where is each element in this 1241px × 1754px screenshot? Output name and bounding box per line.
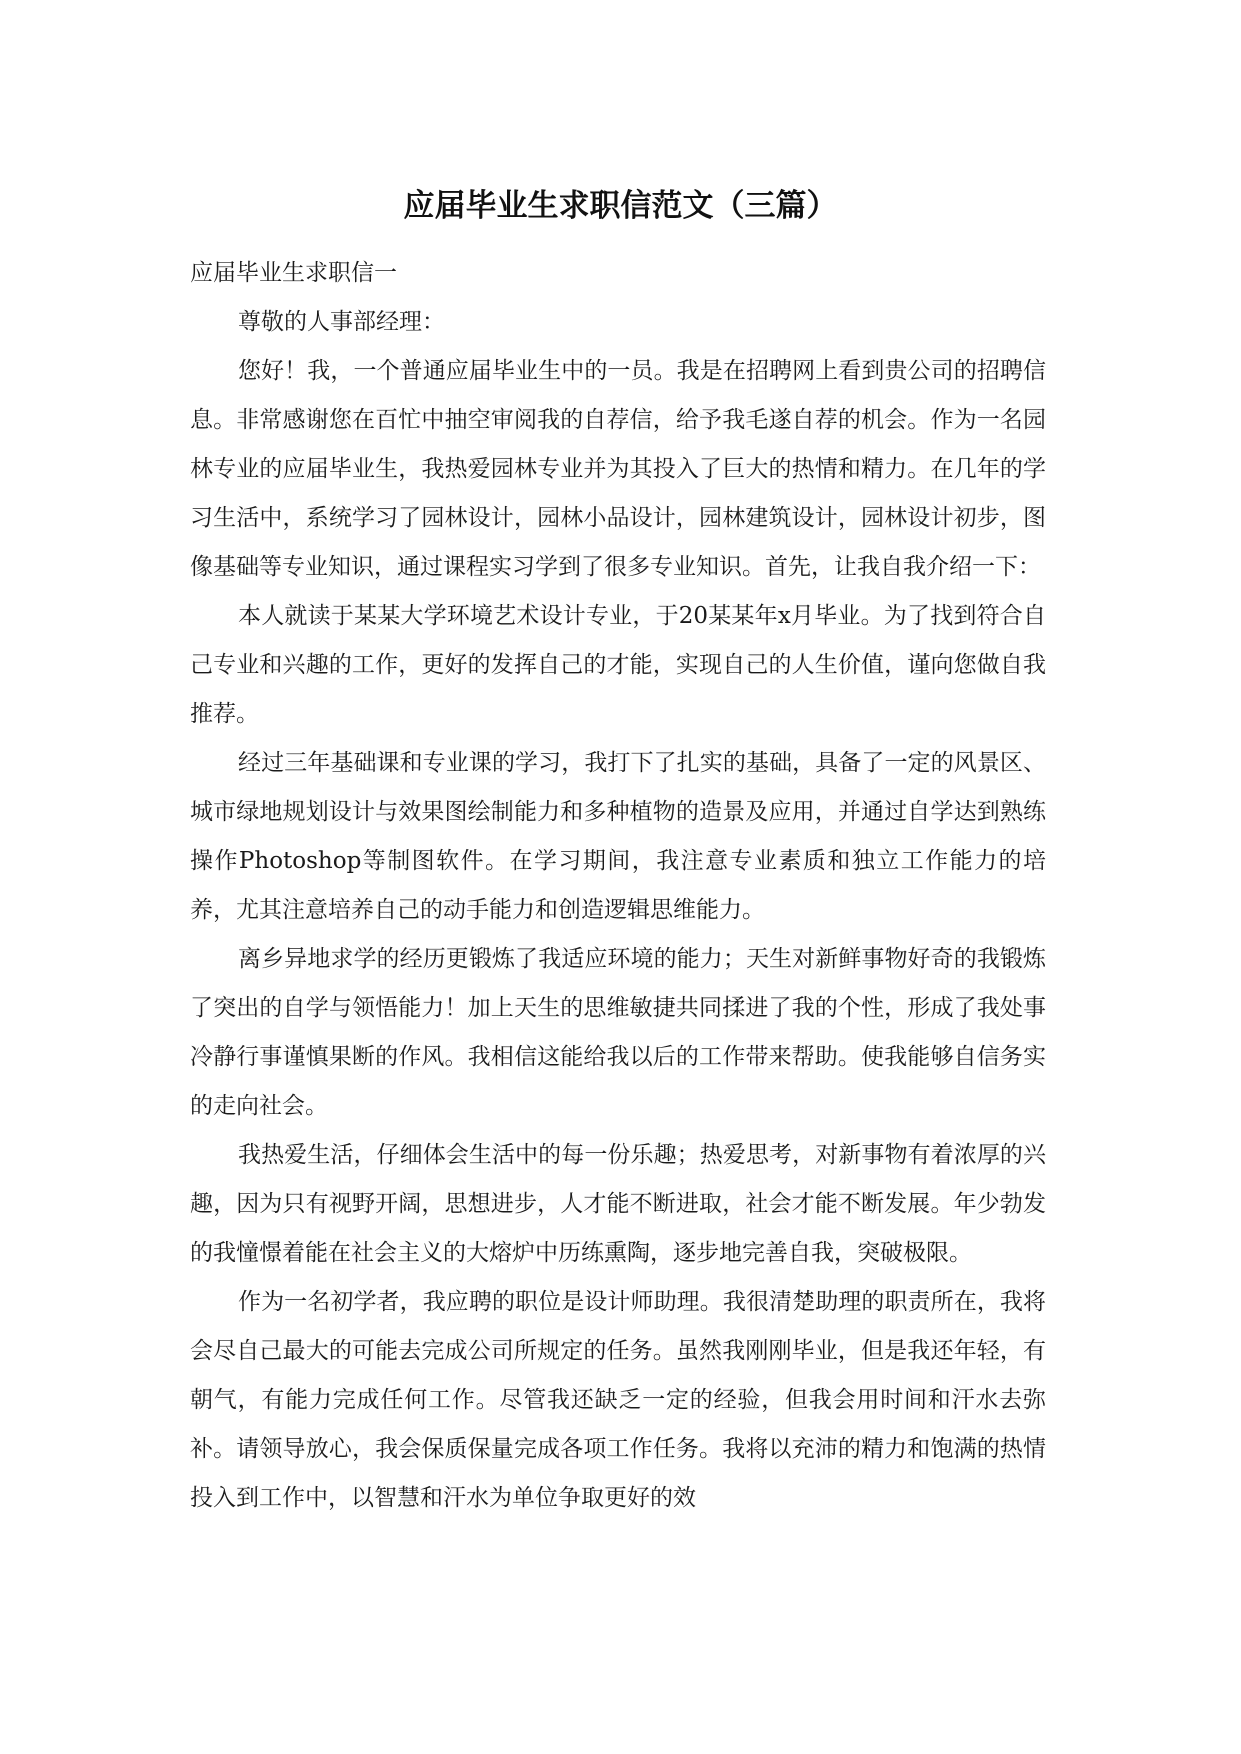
paragraph-greeting: 您好！我，一个普通应届毕业生中的一员。我是在招聘网上看到贵公司的招聘信息。非常感谢您在百忙中抽空审阅我的自荐信，给予我毛遂自荐的机会。作为一名园林专业的应届毕业生，我热爱园林专业并为其投入了巨大的热情和精力。在几年的学习生活中，系统学习了园林设计，园林小品设计，园林建筑设计，园林设计初步，图像基础等专业知识，通过课程实习学到了很多专业知识。首先，让我自我介绍一下： [190,358,1046,580]
paragraph-interests: 我热爱生活，仔细体会生活中的每一份乐趣；热爱思考，对新事物有着浓厚的兴趣，因为只有视野开阔，思想进步，人才能不断进取，社会才能不断发展。年少勃发的我憧憬着能在社会主义的大熔炉中历练熏陶，逐步地完善自我，突破极限。 [190,1142,1046,1266]
paragraph-position: 作为一名初学者，我应聘的职位是设计师助理。我很清楚助理的职责所在，我将会尽自己最大的可能去完成公司所规定的任务。虽然我刚刚毕业，但是我还年轻，有朝气，有能力完成任何工作。尽管我还缺乏一定的经验，但我会用时间和汗水去弥补。请领导放心，我会保质保量完成各项工作任务。我将以充沛的精力和饱满的热情投入到工作中，以智慧和汗水为单位争取更好的效 [190,1289,1046,1511]
document-title: 应届毕业生求职信范文（三篇） [403,188,838,224]
paragraph-background: 本人就读于某某大学环境艺术设计专业，于20某某年x月毕业。为了找到符合自己专业和兴趣的工作，更好的发挥自己的才能，实现自己的人生价值，谨向您做自我推荐。 [190,603,1046,727]
paragraph-character: 离乡异地求学的经历更锻炼了我适应环境的能力；天生对新鲜事物好奇的我锻炼了突出的自学与领悟能力！加上天生的思维敏捷共同揉进了我的个性，形成了我处事冷静行事谨慎果断的作风。我相信这能给我以后的工作带来帮助。使我能够自信务实的走向社会。 [190,946,1046,1119]
salutation: 尊敬的人事部经理： [238,309,445,335]
section-heading: 应届毕业生求职信一 [190,260,397,286]
paragraph-skills: 经过三年基础课和专业课的学习，我打下了扎实的基础，具备了一定的风景区、城市绿地规划设计与效果图绘制能力和多种植物的造景及应用，并通过自学达到熟练操作Photoshop等制图软件。在学习期间，我注意专业素质和独立工作能力的培养，尤其注意培养自己的动手能力和创造逻辑思维能力。 [190,750,1046,923]
document-body [190,249,1046,1523]
